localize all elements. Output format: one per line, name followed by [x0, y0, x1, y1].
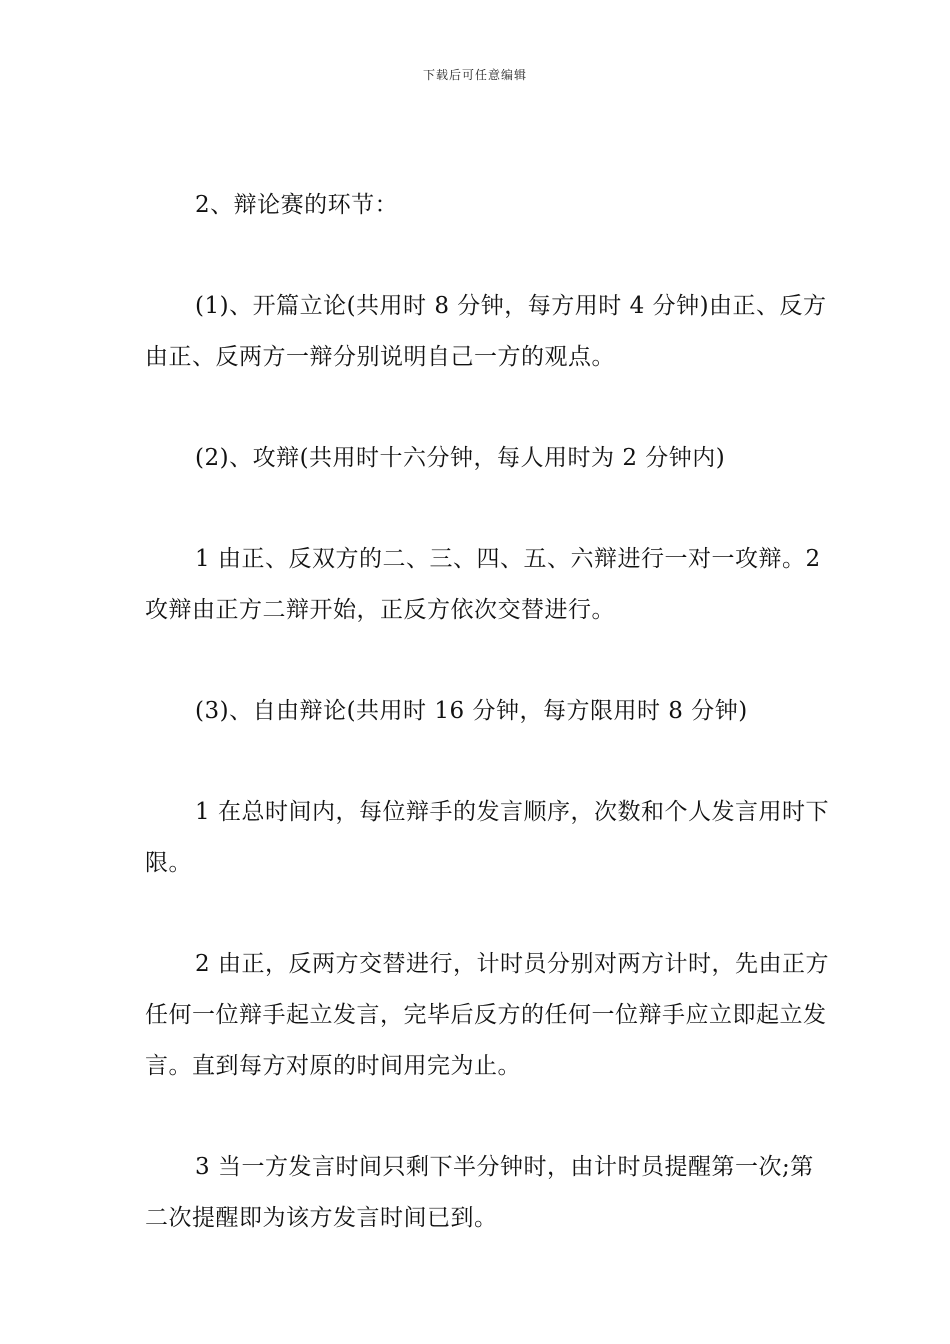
paragraph-opening-statement: (1)、开篇立论(共用时 8 分钟，每方用时 4 分钟)由正、反方由正、反两方一辩分别说明自己一方的观点。: [145, 293, 827, 370]
paragraph-cross-examination: (2)、攻辩(共用时十六分钟，每人用时为 2 分钟内): [195, 445, 726, 471]
paragraph-cross-examination-rules: 1 由正、反双方的二、三、四、五、六辩进行一对一攻辩。2 攻辩由正方二辩开始，正反方依次交替进行。: [145, 546, 821, 623]
section-heading: 2、辩论赛的环节：: [195, 192, 399, 218]
paragraph-free-debate-rule-3: 3 当一方发言时间只剩下半分钟时，由计时员提醒第一次;第二次提醒即为该方发言时间已到。: [145, 1154, 814, 1231]
document-body: [145, 180, 835, 1294]
paragraph-free-debate-rule-2: 2 由正，反两方交替进行，计时员分别对两方计时，先由正方任何一位辩手起立发言，完毕后反方的任何一位辩手应立即起立发言。直到每方对原的时间用完为止。: [145, 951, 829, 1079]
paragraph-free-debate: (3)、自由辩论(共用时 16 分钟，每方限用时 8 分钟): [195, 698, 748, 724]
header-note: 下载后可任意编辑: [422, 68, 527, 82]
paragraph-free-debate-rule-1: 1 在总时间内，每位辩手的发言顺序，次数和个人发言用时下限。: [145, 799, 829, 876]
